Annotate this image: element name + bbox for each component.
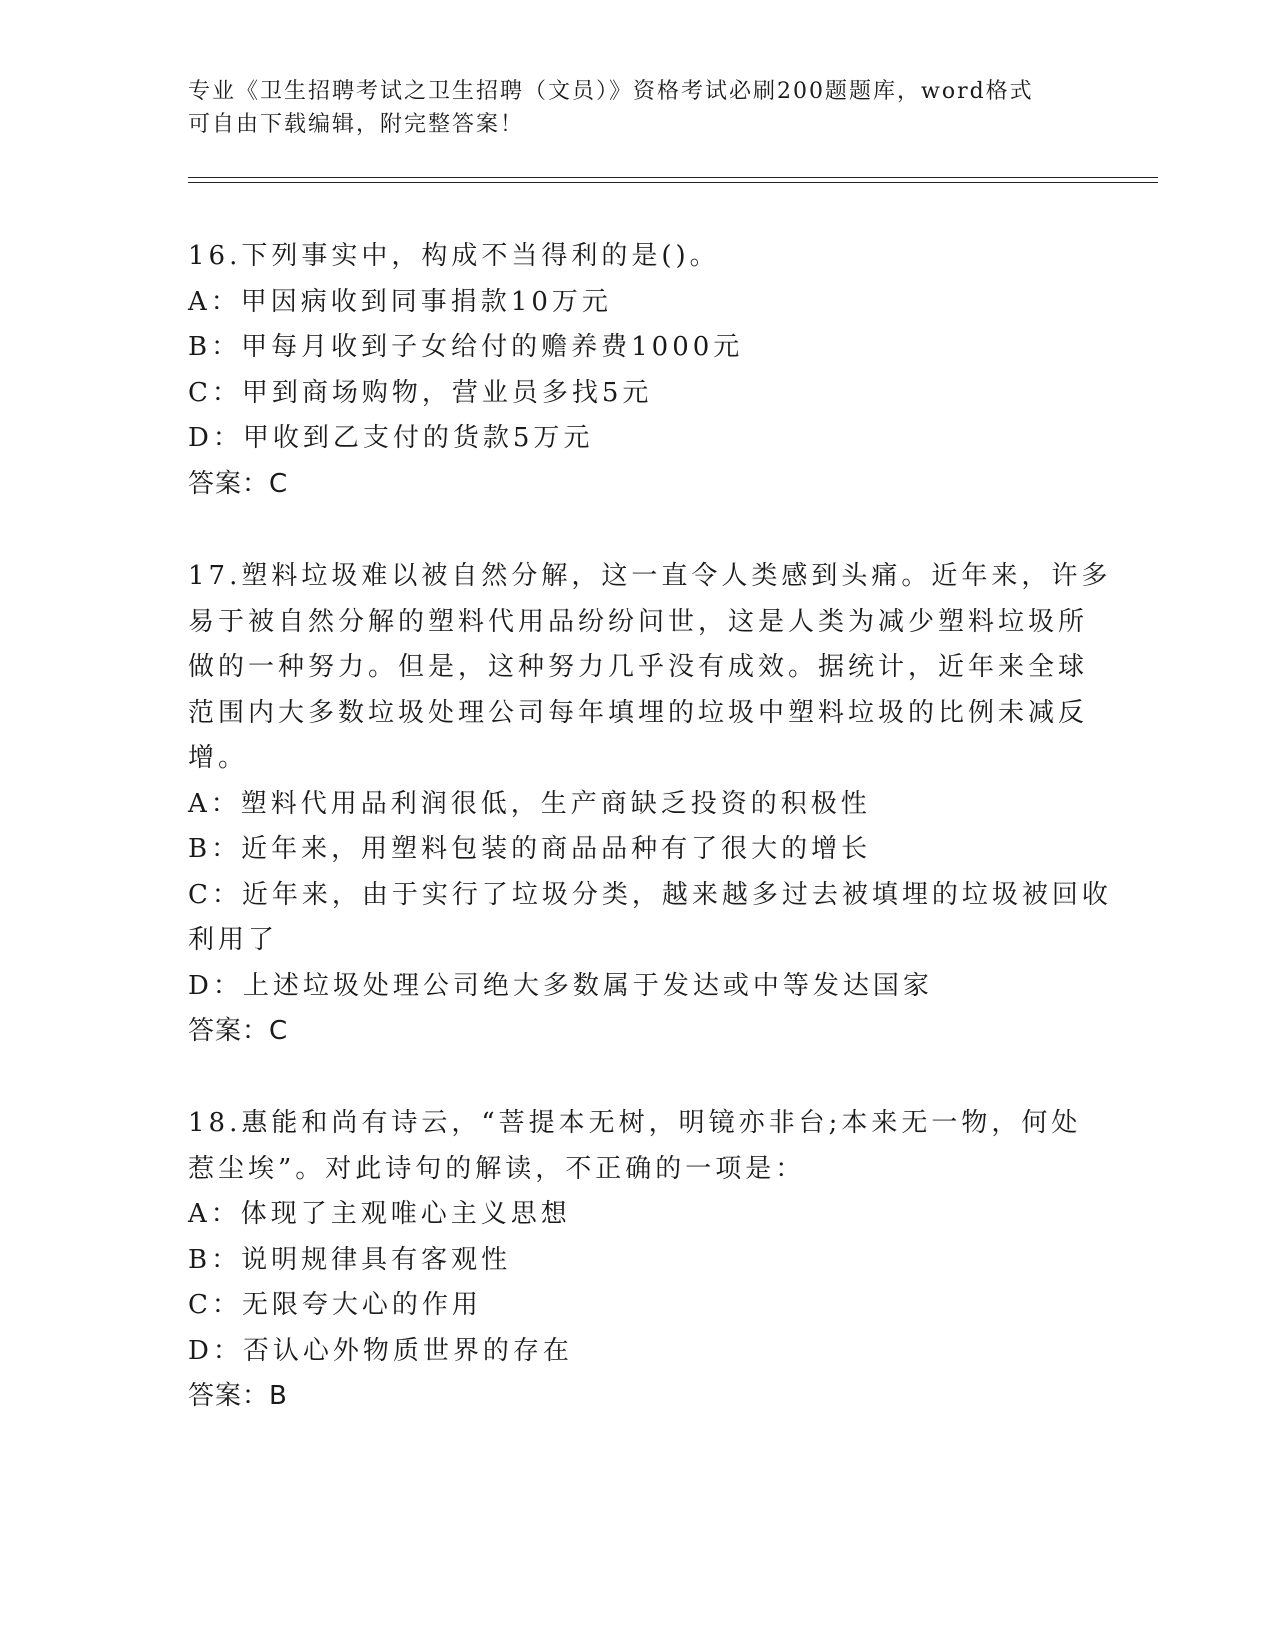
option-a: A：甲因病收到同事捐款10万元 xyxy=(188,287,612,317)
header-divider xyxy=(188,177,1158,178)
question-stem: 17.塑料垃圾难以被自然分解，这一直令人类感到头痛。近年来，许多 xyxy=(188,561,1112,591)
answer-label: 答案：C xyxy=(188,1016,289,1046)
question-stem: 惹尘埃”。对此诗句的解读，不正确的一项是： xyxy=(188,1154,806,1184)
option-b: B：近年来，用塑料包装的商品品种有了很大的增长 xyxy=(188,834,872,864)
question-stem: 增。 xyxy=(188,743,249,773)
question-stem: 18.惠能和尚有诗云，“菩提本无树，明镜亦非台;本来无一物，何处 xyxy=(188,1108,1082,1138)
question-stem: 范围内大多数垃圾处理公司每年填埋的垃圾中塑料垃圾的比例未减反 xyxy=(188,698,1089,728)
answer-label: 答案：C xyxy=(188,469,289,499)
option-c: C：甲到商场购物，营业员多找5元 xyxy=(188,378,653,408)
question-stem: 易于被自然分解的塑料代用品纷纷问世，这是人类为减少塑料垃圾所 xyxy=(188,607,1089,637)
option-a: A：体现了主观唯心主义思想 xyxy=(188,1199,571,1229)
option-d: D：甲收到乙支付的货款5万元 xyxy=(188,423,594,453)
question-stem: 做的一种努力。但是，这种努力几乎没有成效。据统计，近年来全球 xyxy=(188,652,1089,682)
option-b: B：甲每月收到子女给付的赡养费1000元 xyxy=(188,332,744,362)
option-c: 利用了 xyxy=(188,925,279,955)
header-divider xyxy=(188,182,1158,183)
option-b: B：说明规律具有客观性 xyxy=(188,1245,512,1275)
question-stem: 16.下列事实中，构成不当得利的是()。 xyxy=(188,241,720,271)
option-a: A：塑料代用品利润很低，生产商缺乏投资的积极性 xyxy=(188,789,871,819)
option-d: D：上述垃圾处理公司绝大多数属于发达或中等发达国家 xyxy=(188,971,933,1001)
option-d: D：否认心外物质世界的存在 xyxy=(188,1336,573,1366)
document-header-line-2: 可自由下载编辑，附完整答案！ xyxy=(188,112,525,137)
option-c: C：近年来，由于实行了垃圾分类，越来越多过去被填埋的垃圾被回收 xyxy=(188,880,1112,910)
answer-label: 答案：B xyxy=(188,1381,288,1411)
option-c: C：无限夸大心的作用 xyxy=(188,1290,482,1320)
document-header-line-1: 专业《卫生招聘考试之卫生招聘（文员）》资格考试必刷200题题库，word格式 xyxy=(188,79,1034,104)
